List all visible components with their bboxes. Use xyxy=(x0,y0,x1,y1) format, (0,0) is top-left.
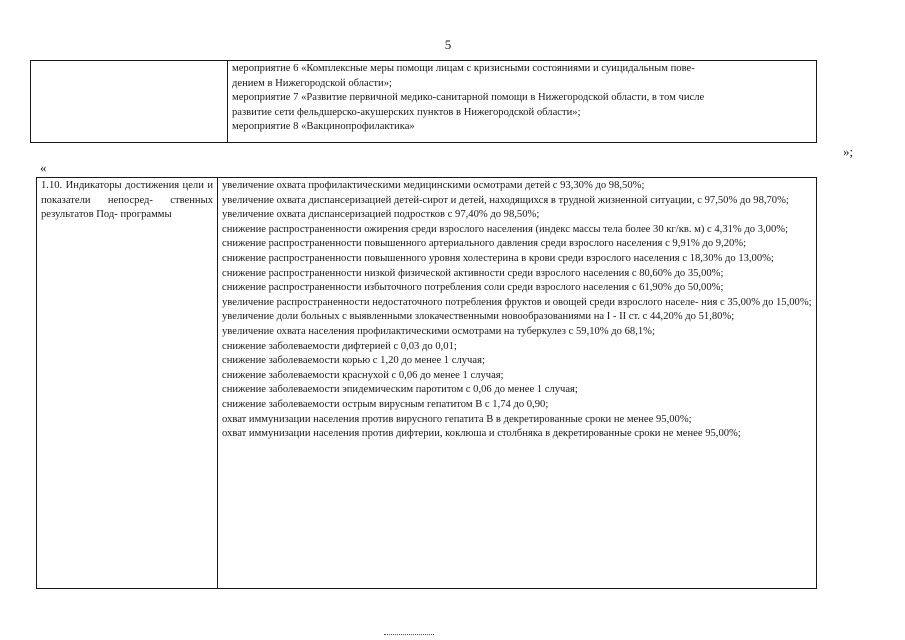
indicator-item: увеличение охвата профилактическими медицинскими осмотрами детей с 93,30% до 98,50%; xyxy=(222,180,645,191)
indicator-item: снижение заболеваемости эпидемическим паротитом с 0,06 до менее 1 случая; xyxy=(222,384,578,396)
indicators-cell xyxy=(218,178,817,589)
continuation-table xyxy=(30,60,817,143)
indicator-item: снижение распространенности низкой физической активности среди взрослого населения с 80,60% до 35,00%; xyxy=(222,267,724,279)
measures-cell xyxy=(228,61,817,143)
text-line: дением в Нижегородской области»; xyxy=(232,77,392,89)
indicator-item: увеличение охвата населения профилактическими осмотрами на туберкулез с 59,10% до 68,1%; xyxy=(222,325,655,337)
indicator-item: охват иммунизации населения против дифтерии, коклюша и столбняка в декретированные сроки не менее 95,00%; xyxy=(222,428,741,440)
indicator-item: снижение заболеваемости дифтерией с 0,03 до 0,01; xyxy=(222,340,457,352)
text-line: развитие сети фельдшерско-акушерских пунктов в Нижегородской области»; xyxy=(232,106,581,118)
indicator-item: снижение заболеваемости корью с 1,20 до менее 1 случая; xyxy=(222,355,485,367)
closing-quote: »; xyxy=(843,144,854,159)
text-line: мероприятие 7 «Развитие первичной медико-санитарной помощи в Нижегородской области, в том числе xyxy=(232,92,705,104)
opening-quote: « xyxy=(40,160,47,175)
page-number: 5 xyxy=(444,37,452,52)
scan-artifact xyxy=(384,634,434,637)
table-row xyxy=(31,61,817,143)
indicator-item: снижение распространенности ожирения среди взрослого населения (индекс массы тела более 30 кг/кв. м) с 4,31% до 3,00%; xyxy=(222,223,789,235)
indicator-item: снижение распространенности избыточного потребления соли среди взрослого населения с 61,90% до 50,00%; xyxy=(222,282,724,294)
section-label-cell: 1.10. Индикаторы достижения цели и показатели непосред- ственных результатов Под- программы xyxy=(37,178,218,589)
indicator-item: снижение распространенности повышенного уровня холестерина в крови среди взрослого населения с 18,30% до 13,00%; xyxy=(222,252,774,264)
text-line: мероприятие 8 «Вакцинопрофилактика» xyxy=(232,121,415,133)
indicator-item: увеличение распространенности недостаточного потребления фруктов и овощей среди взрослого населе- ния с 35,00% до 15,00%; xyxy=(222,296,812,308)
table-row xyxy=(37,178,817,589)
indicator-item: снижение распространенности повышенного артериального давления среди взрослого населения с 9,91% до 9,20%; xyxy=(222,238,747,250)
indicator-item: снижение заболеваемости острым вирусным гепатитом В с 1,74 до 0,90; xyxy=(222,398,549,410)
indicator-item: увеличение охвата диспансеризацией детей-сирот и детей, находящихся в трудной жизненной ситуации, с 97,50% до 98,70%; xyxy=(222,194,789,206)
empty-label-cell xyxy=(31,61,228,143)
indicator-item: увеличение доли больных с выявленными злокачественными новообразованиями на I - II ст. с 44,20% до 51,80%; xyxy=(222,311,735,323)
text-line: мероприятие 6 «Комплексные меры помощи лицам с кризисными состояниями и суицидальным пове- xyxy=(232,63,695,74)
indicator-item: охват иммунизации населения против вирусного гепатита В в декретированные сроки не менее 95,00%; xyxy=(222,413,692,425)
indicator-item: снижение заболеваемости краснухой с 0,06 до менее 1 случая; xyxy=(222,369,504,381)
indicators-table xyxy=(36,177,817,589)
indicator-item: увеличение охвата диспансеризацией подростков с 97,40% до 98,50%; xyxy=(222,209,540,221)
